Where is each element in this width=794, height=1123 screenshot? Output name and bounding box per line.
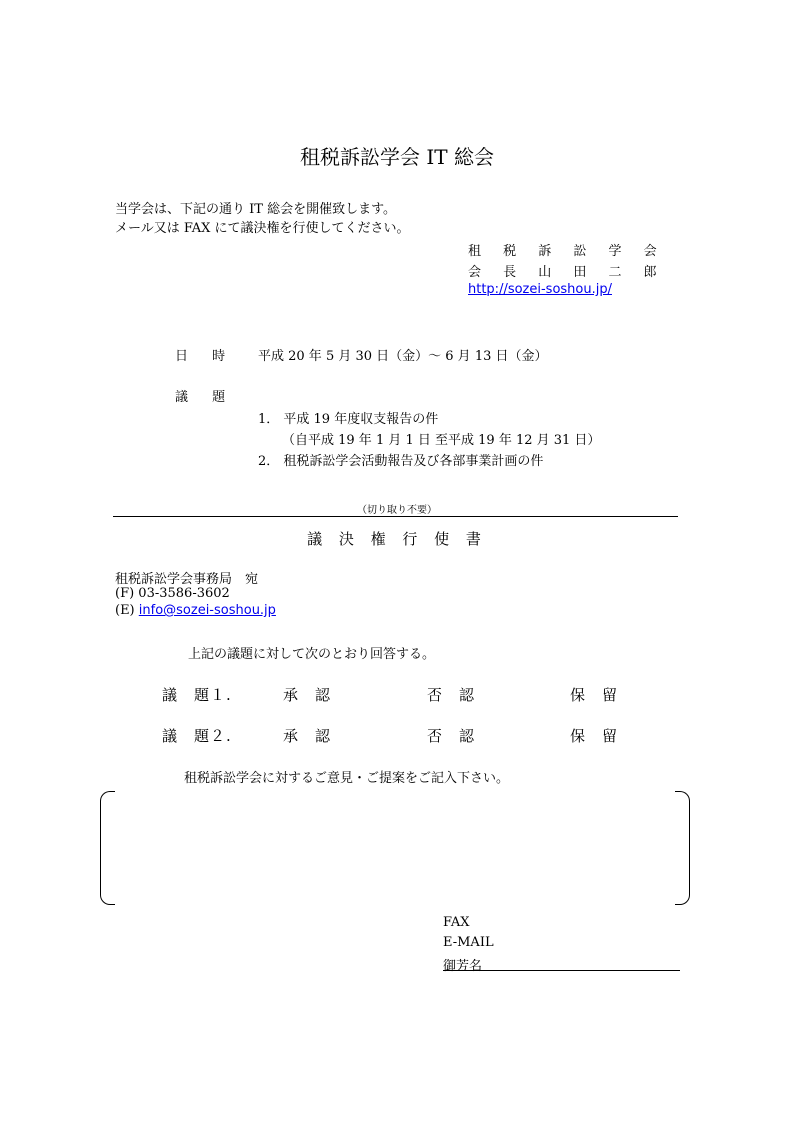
comment-area[interactable] — [118, 795, 672, 899]
row-2-approve[interactable]: 承 認 — [283, 727, 332, 745]
fax-label: FAX — [443, 915, 470, 930]
email-prefix: (E) — [115, 603, 139, 618]
comment-prompt: 租税訴訟学会に対するご意見・ご提案をご記入下さい。 — [184, 771, 510, 786]
name-label: 御芳名 — [443, 959, 483, 974]
form-instruction: 上記の議題に対して次のとおり回答する。 — [188, 647, 436, 662]
comment-box-right-bracket — [675, 791, 690, 905]
page-title: 租税訴訟学会 IT 総会 — [300, 145, 494, 169]
cut-note: （切り取り不要） — [357, 505, 437, 516]
sender-organization: 租 税 訴 訟 学 会 — [468, 244, 666, 259]
sender-president: 会 長 山 田 二 郎 — [468, 265, 666, 280]
row-2-reject[interactable]: 否 認 — [427, 727, 476, 745]
agenda-item-1: 1． 平成 19 年度収支報告の件 — [258, 412, 439, 427]
form-addressee: 租税訴訟学会事務局 宛 — [115, 572, 259, 587]
form-fax-number: (F) 03-3586-3602 — [115, 586, 230, 601]
email-label: E-MAIL — [443, 935, 494, 950]
form-heading: 議 決 権 行 使 書 — [307, 530, 487, 548]
row-1-approve[interactable]: 承 認 — [283, 686, 332, 704]
schedule-value: 平成 20 年 5 月 30 日（金）～ 6 月 13 日（金） — [258, 349, 548, 364]
website-link[interactable]: http://sozei-soshou.jp/ — [468, 282, 612, 297]
agenda-label: 議 題 — [175, 390, 236, 405]
form-email-line — [115, 603, 276, 618]
schedule-label: 日 時 — [175, 349, 236, 364]
row-2-label: 議 題２. — [162, 727, 232, 745]
row-1-label: 議 題１. — [162, 686, 232, 704]
divider-line — [113, 516, 678, 517]
row-2-reserve[interactable]: 保 留 — [570, 727, 619, 745]
agenda-item-1-period: （自平成 19 年 1 月 1 日 至平成 19 年 12 月 31 日） — [282, 433, 601, 448]
intro-line-2: メール又は FAX にて議決権を行使してください。 — [115, 221, 410, 236]
comment-box-left-bracket — [100, 791, 115, 905]
email-link[interactable]: info@sozei-soshou.jp — [138, 603, 276, 618]
intro-line-1: 当学会は、下記の通り IT 総会を開催致します。 — [115, 202, 397, 217]
signature-line — [443, 970, 680, 971]
row-1-reserve[interactable]: 保 留 — [570, 686, 619, 704]
row-1-reject[interactable]: 否 認 — [427, 686, 476, 704]
agenda-item-2: 2． 租税訴訟学会活動報告及び各部事業計画の件 — [258, 454, 544, 469]
